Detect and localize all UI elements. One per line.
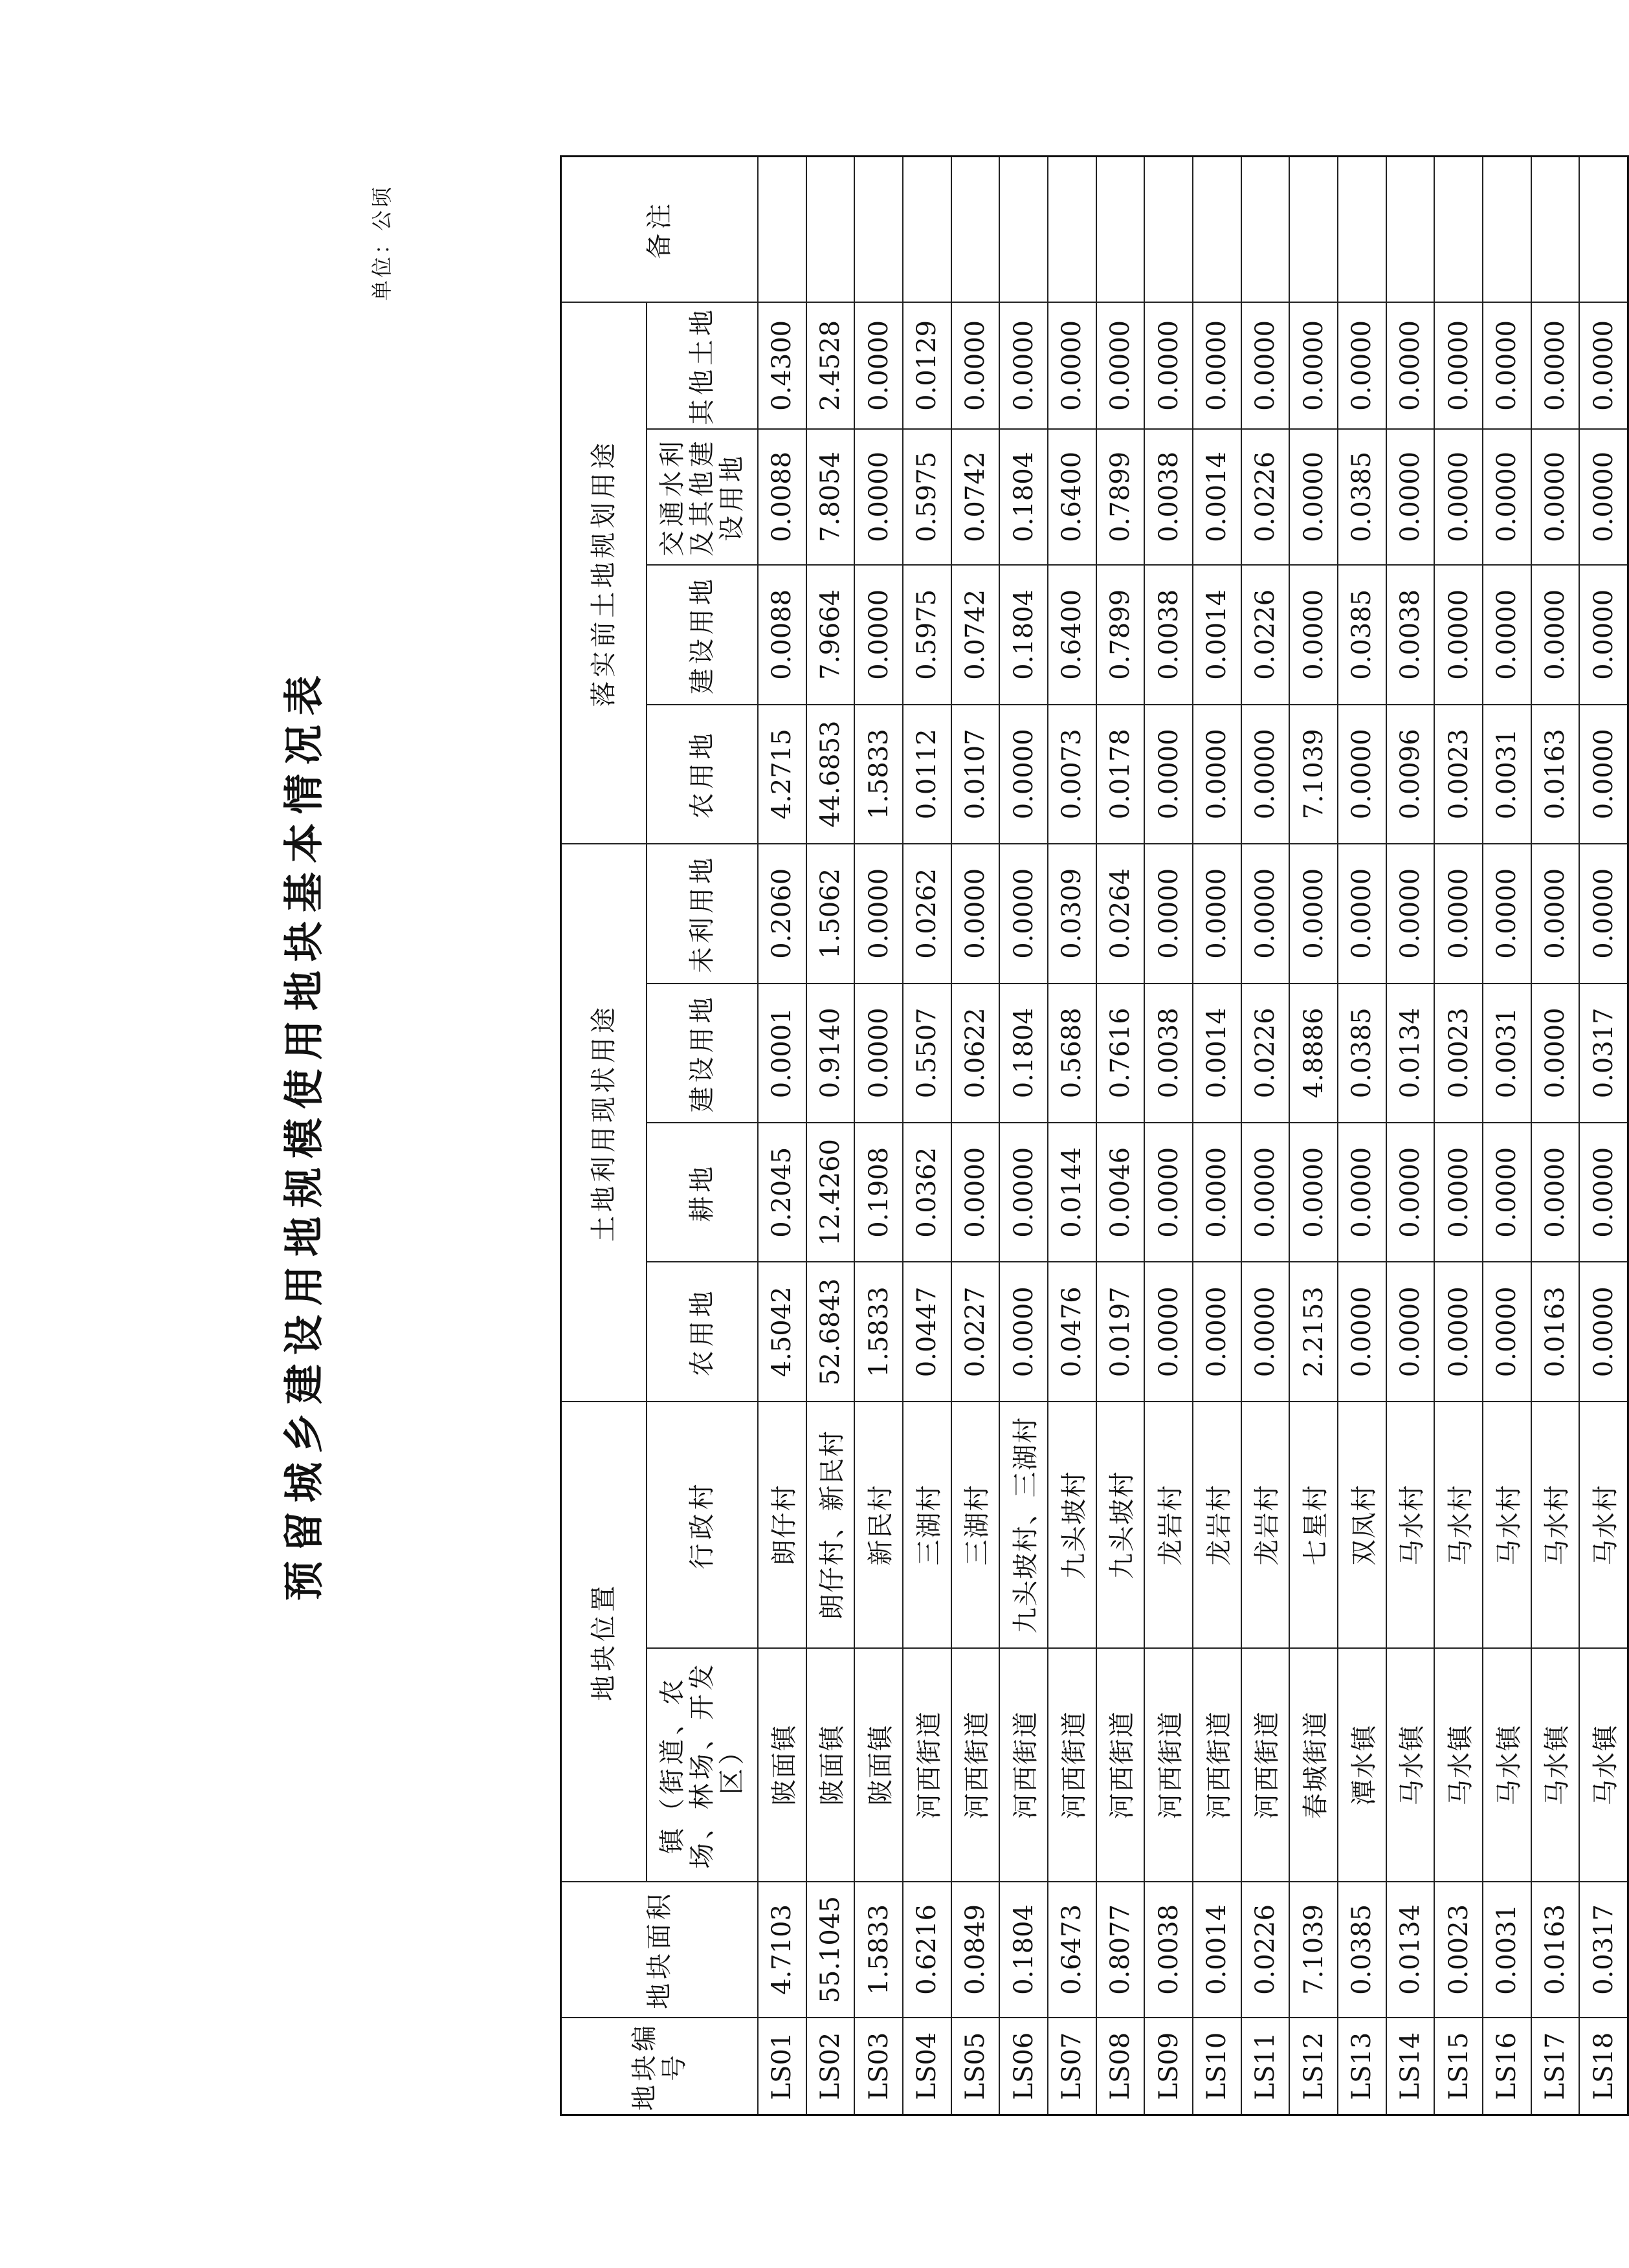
- cell-agri: 1.5833: [854, 1262, 903, 1401]
- cell-unused: 0.2060: [758, 844, 806, 983]
- cell-remark: [1048, 157, 1096, 303]
- table-row: [1096, 157, 1145, 2115]
- cell-p-agri: 0.0178: [1096, 705, 1145, 844]
- table-row: [1193, 157, 1241, 2115]
- cell-p-transport: 0.0000: [1434, 429, 1483, 565]
- header-village: 行政村: [647, 1402, 758, 1648]
- cell-unused: 1.5062: [806, 844, 855, 983]
- cell-village: 九头坡村: [1048, 1402, 1096, 1648]
- cell-remark: [1338, 157, 1386, 303]
- cell-id: LS12: [1289, 2018, 1338, 2115]
- cell-p-construction: 0.0000: [1289, 565, 1338, 704]
- header-location-group: 地块位置: [561, 1402, 647, 1882]
- cell-id: LS01: [758, 2018, 806, 2115]
- cell-arable: 0.0000: [1386, 1123, 1435, 1262]
- cell-p-agri: 0.0000: [1193, 705, 1241, 844]
- cell-construction: 0.0038: [1144, 984, 1193, 1123]
- cell-id: LS18: [1579, 2018, 1628, 2115]
- cell-construction: 0.0000: [854, 984, 903, 1123]
- cell-construction: 4.8886: [1289, 984, 1338, 1123]
- cell-remark: [1193, 157, 1241, 303]
- cell-town: 河西街道: [1048, 1648, 1096, 1882]
- cell-remark: [806, 157, 855, 303]
- cell-p-construction: 7.9664: [806, 565, 855, 704]
- cell-remark: [903, 157, 951, 303]
- table-row: [758, 157, 806, 2115]
- cell-agri: 0.0000: [1483, 1262, 1531, 1401]
- cell-p-agri: 0.0023: [1434, 705, 1483, 844]
- cell-town: 河西街道: [951, 1648, 1000, 1882]
- cell-village: 三湖村: [951, 1402, 1000, 1648]
- cell-arable: 0.0144: [1048, 1123, 1096, 1262]
- cell-area: 0.0023: [1434, 1882, 1483, 2018]
- cell-area: 0.0849: [951, 1882, 1000, 2018]
- cell-arable: 12.4260: [806, 1123, 855, 1262]
- table-row: [1241, 157, 1290, 2115]
- unit-label: 单位：公顷: [370, 184, 394, 302]
- table-row: [1144, 157, 1193, 2115]
- cell-village: 新民村: [854, 1402, 903, 1648]
- cell-p-transport: 0.1804: [999, 429, 1048, 565]
- cell-agri: 4.5042: [758, 1262, 806, 1401]
- cell-unused: 0.0000: [1483, 844, 1531, 983]
- cell-id: LS03: [854, 2018, 903, 2115]
- cell-town: 河西街道: [903, 1648, 951, 1882]
- table-row: [1579, 157, 1628, 2115]
- cell-village: 马水村: [1483, 1402, 1531, 1648]
- cell-construction: 0.0226: [1241, 984, 1290, 1123]
- cell-remark: [1579, 157, 1628, 303]
- header-parcel-id: 地块编号: [561, 2018, 759, 2115]
- cell-p-other: 0.0000: [1338, 302, 1386, 428]
- cell-construction: 0.0001: [758, 984, 806, 1123]
- cell-town: 河西街道: [1096, 1648, 1145, 1882]
- header-parcel-area: 地块面积: [561, 1882, 759, 2018]
- cell-town: 河西街道: [1193, 1648, 1241, 1882]
- cell-village: 九头坡村、三湖村: [999, 1402, 1048, 1648]
- cell-id: LS04: [903, 2018, 951, 2115]
- cell-arable: 0.0000: [1483, 1123, 1531, 1262]
- cell-p-other: 0.0000: [1144, 302, 1193, 428]
- cell-town: 潭水镇: [1338, 1648, 1386, 1882]
- cell-p-agri: 4.2715: [758, 705, 806, 844]
- cell-unused: 0.0000: [999, 844, 1048, 983]
- cell-p-other: 0.0000: [1386, 302, 1435, 428]
- cell-agri: 0.0000: [1193, 1262, 1241, 1401]
- cell-area: 0.0163: [1531, 1882, 1580, 2018]
- cell-village: 九头坡村: [1096, 1402, 1145, 1648]
- cell-arable: 0.0362: [903, 1123, 951, 1262]
- cell-p-other: 0.0000: [1241, 302, 1290, 428]
- cell-arable: 0.0000: [1531, 1123, 1580, 1262]
- cell-town: 陂面镇: [806, 1648, 855, 1882]
- cell-unused: 0.0000: [1434, 844, 1483, 983]
- cell-agri: 0.0163: [1531, 1262, 1580, 1401]
- table-row: [1434, 157, 1483, 2115]
- cell-p-transport: 0.0000: [1483, 429, 1531, 565]
- cell-arable: 0.0000: [951, 1123, 1000, 1262]
- cell-area: 0.0226: [1241, 1882, 1290, 2018]
- cell-town: 河西街道: [1241, 1648, 1290, 1882]
- cell-construction: 0.0317: [1579, 984, 1628, 1123]
- cell-p-other: 0.0000: [1096, 302, 1145, 428]
- cell-unused: 0.0000: [1386, 844, 1435, 983]
- cell-area: 0.0014: [1193, 1882, 1241, 2018]
- cell-p-agri: 0.0000: [1579, 705, 1628, 844]
- cell-id: LS10: [1193, 2018, 1241, 2115]
- cell-arable: 0.0000: [1338, 1123, 1386, 1262]
- cell-remark: [1386, 157, 1435, 303]
- header-town: 镇（街道、农场、林场、开发区）: [647, 1648, 758, 1882]
- cell-p-agri: 0.0000: [1338, 705, 1386, 844]
- cell-village: 马水村: [1434, 1402, 1483, 1648]
- header-construction-land: 建设用地: [647, 984, 758, 1123]
- cell-agri: 52.6843: [806, 1262, 855, 1401]
- cell-p-agri: 0.0107: [951, 705, 1000, 844]
- cell-unused: 0.0000: [1193, 844, 1241, 983]
- cell-construction: 0.0622: [951, 984, 1000, 1123]
- cell-area: 0.0031: [1483, 1882, 1531, 2018]
- cell-town: 马水镇: [1483, 1648, 1531, 1882]
- cell-p-other: 0.0000: [854, 302, 903, 428]
- cell-area: 0.0134: [1386, 1882, 1435, 2018]
- cell-p-other: 0.0000: [1289, 302, 1338, 428]
- cell-p-agri: 0.0112: [903, 705, 951, 844]
- cell-p-other: 0.0000: [1579, 302, 1628, 428]
- cell-p-other: 0.0000: [1193, 302, 1241, 428]
- cell-p-construction: 0.0000: [1434, 565, 1483, 704]
- cell-id: LS11: [1241, 2018, 1290, 2115]
- header-planned-agri-land: 农用地: [647, 705, 758, 844]
- cell-agri: 0.0000: [1241, 1262, 1290, 1401]
- cell-unused: 0.0000: [1144, 844, 1193, 983]
- cell-p-agri: 1.5833: [854, 705, 903, 844]
- cell-construction: 0.1804: [999, 984, 1048, 1123]
- cell-p-transport: 0.0000: [1386, 429, 1435, 565]
- land-parcel-table: [560, 155, 1629, 2116]
- table-row: [1531, 157, 1580, 2115]
- cell-remark: [951, 157, 1000, 303]
- cell-agri: 0.0227: [951, 1262, 1000, 1401]
- cell-arable: 0.0000: [1193, 1123, 1241, 1262]
- table-row: [951, 157, 1000, 2115]
- table-row: [1048, 157, 1096, 2115]
- cell-agri: 0.0000: [1386, 1262, 1435, 1401]
- cell-town: 马水镇: [1386, 1648, 1435, 1882]
- cell-remark: [1289, 157, 1338, 303]
- cell-agri: 0.0000: [1338, 1262, 1386, 1401]
- cell-town: 马水镇: [1434, 1648, 1483, 1882]
- header-agri-land: 农用地: [647, 1262, 758, 1401]
- cell-construction: 0.0000: [1531, 984, 1580, 1123]
- cell-arable: 0.0000: [1579, 1123, 1628, 1262]
- cell-agri: 0.0000: [1434, 1262, 1483, 1401]
- cell-area: 7.1039: [1289, 1882, 1338, 2018]
- cell-remark: [1096, 157, 1145, 303]
- cell-arable: 0.0000: [1241, 1123, 1290, 1262]
- cell-p-construction: 0.0000: [1531, 565, 1580, 704]
- header-unused-land: 未利用地: [647, 844, 758, 983]
- cell-p-transport: 0.0226: [1241, 429, 1290, 565]
- cell-arable: 0.0000: [1434, 1123, 1483, 1262]
- cell-town: 河西街道: [1144, 1648, 1193, 1882]
- cell-remark: [1144, 157, 1193, 303]
- table-row: [999, 157, 1048, 2115]
- cell-id: LS06: [999, 2018, 1048, 2115]
- table-row: [806, 157, 855, 2115]
- cell-town: 马水镇: [1531, 1648, 1580, 1882]
- cell-arable: 0.1908: [854, 1123, 903, 1262]
- header-remark: 备注: [561, 157, 759, 303]
- cell-construction: 0.0385: [1338, 984, 1386, 1123]
- cell-p-agri: 0.0000: [999, 705, 1048, 844]
- cell-arable: 0.0000: [1144, 1123, 1193, 1262]
- cell-arable: 0.0046: [1096, 1123, 1145, 1262]
- cell-construction: 0.5688: [1048, 984, 1096, 1123]
- cell-unused: 0.0000: [951, 844, 1000, 983]
- cell-town: 陂面镇: [758, 1648, 806, 1882]
- cell-area: 0.8077: [1096, 1882, 1145, 2018]
- cell-id: LS07: [1048, 2018, 1096, 2115]
- table-row: [1338, 157, 1386, 2115]
- cell-arable: 0.0000: [999, 1123, 1048, 1262]
- cell-p-construction: 0.0000: [1579, 565, 1628, 704]
- cell-village: 三湖村: [903, 1402, 951, 1648]
- cell-p-transport: 0.7899: [1096, 429, 1145, 565]
- header-current-use-group: 土地利用现状用途: [561, 844, 647, 1402]
- cell-village: 朗仔村、新民村: [806, 1402, 855, 1648]
- cell-village: 双凤村: [1338, 1402, 1386, 1648]
- cell-area: 0.0385: [1338, 1882, 1386, 2018]
- cell-id: LS15: [1434, 2018, 1483, 2115]
- cell-p-construction: 0.0014: [1193, 565, 1241, 704]
- cell-p-other: 0.4300: [758, 302, 806, 428]
- cell-unused: 0.0000: [1241, 844, 1290, 983]
- cell-p-construction: 0.6400: [1048, 565, 1096, 704]
- header-planned-construction-land: 建设用地: [647, 565, 758, 704]
- cell-construction: 0.7616: [1096, 984, 1145, 1123]
- table-row: [1289, 157, 1338, 2115]
- cell-remark: [854, 157, 903, 303]
- cell-p-construction: 0.5975: [903, 565, 951, 704]
- cell-p-transport: 0.0000: [1289, 429, 1338, 565]
- cell-p-agri: 0.0000: [1144, 705, 1193, 844]
- cell-p-construction: 0.0038: [1386, 565, 1435, 704]
- cell-construction: 0.0014: [1193, 984, 1241, 1123]
- cell-p-other: 2.4528: [806, 302, 855, 428]
- table-rotation-wrapper: [560, 155, 1621, 2116]
- cell-p-other: 0.0000: [1048, 302, 1096, 428]
- cell-p-construction: 0.7899: [1096, 565, 1145, 704]
- cell-p-transport: 0.0000: [1531, 429, 1580, 565]
- cell-p-transport: 7.8054: [806, 429, 855, 565]
- cell-town: 陂面镇: [854, 1648, 903, 1882]
- cell-p-other: 0.0000: [1434, 302, 1483, 428]
- cell-id: LS16: [1483, 2018, 1531, 2115]
- cell-remark: [1483, 157, 1531, 303]
- cell-area: 0.6216: [903, 1882, 951, 2018]
- cell-p-construction: 0.0000: [854, 565, 903, 704]
- cell-area: 0.0038: [1144, 1882, 1193, 2018]
- cell-remark: [758, 157, 806, 303]
- cell-remark: [1241, 157, 1290, 303]
- cell-p-construction: 0.0000: [1483, 565, 1531, 704]
- cell-p-transport: 0.0385: [1338, 429, 1386, 565]
- cell-unused: 0.0000: [854, 844, 903, 983]
- cell-id: LS13: [1338, 2018, 1386, 2115]
- cell-p-other: 0.0000: [999, 302, 1048, 428]
- cell-village: 马水村: [1386, 1402, 1435, 1648]
- cell-p-agri: 0.0163: [1531, 705, 1580, 844]
- table-row: [854, 157, 903, 2115]
- cell-agri: 0.0000: [1579, 1262, 1628, 1401]
- cell-town: 春城街道: [1289, 1648, 1338, 1882]
- cell-id: LS14: [1386, 2018, 1435, 2115]
- cell-agri: 2.2153: [1289, 1262, 1338, 1401]
- cell-unused: 0.0000: [1338, 844, 1386, 983]
- cell-unused: 0.0262: [903, 844, 951, 983]
- cell-p-agri: 0.0096: [1386, 705, 1435, 844]
- cell-p-other: 0.0000: [1483, 302, 1531, 428]
- cell-area: 1.5833: [854, 1882, 903, 2018]
- cell-village: 龙岩村: [1241, 1402, 1290, 1648]
- cell-construction: 0.9140: [806, 984, 855, 1123]
- cell-p-construction: 0.1804: [999, 565, 1048, 704]
- cell-p-transport: 0.0000: [854, 429, 903, 565]
- cell-village: 马水村: [1531, 1402, 1580, 1648]
- cell-id: LS17: [1531, 2018, 1580, 2115]
- cell-p-agri: 0.0000: [1241, 705, 1290, 844]
- cell-construction: 0.0031: [1483, 984, 1531, 1123]
- cell-unused: 0.0309: [1048, 844, 1096, 983]
- cell-p-other: 0.0000: [1531, 302, 1580, 428]
- cell-id: LS08: [1096, 2018, 1145, 2115]
- cell-agri: 0.0476: [1048, 1262, 1096, 1401]
- cell-remark: [999, 157, 1048, 303]
- cell-village: 朗仔村: [758, 1402, 806, 1648]
- cell-village: 龙岩村: [1193, 1402, 1241, 1648]
- table-row: [1386, 157, 1435, 2115]
- cell-p-transport: 0.0742: [951, 429, 1000, 565]
- cell-p-other: 0.0000: [951, 302, 1000, 428]
- cell-p-agri: 0.0073: [1048, 705, 1096, 844]
- cell-p-agri: 44.6853: [806, 705, 855, 844]
- table-row: [1483, 157, 1531, 2115]
- header-arable-land: 耕地: [647, 1123, 758, 1262]
- cell-area: 0.0317: [1579, 1882, 1628, 2018]
- cell-unused: 0.0000: [1531, 844, 1580, 983]
- cell-unused: 0.0264: [1096, 844, 1145, 983]
- cell-village: 七星村: [1289, 1402, 1338, 1648]
- cell-p-agri: 0.0031: [1483, 705, 1531, 844]
- cell-agri: 0.0447: [903, 1262, 951, 1401]
- cell-p-agri: 7.1039: [1289, 705, 1338, 844]
- cell-construction: 0.0023: [1434, 984, 1483, 1123]
- document-title: 预留城乡建设用地规模使用地块基本情况表: [280, 666, 327, 1602]
- cell-p-transport: 0.0088: [758, 429, 806, 565]
- header-planned-use-group: 落实前土地规划用途: [561, 302, 647, 844]
- cell-p-construction: 0.0088: [758, 565, 806, 704]
- cell-unused: 0.0000: [1289, 844, 1338, 983]
- cell-id: LS09: [1144, 2018, 1193, 2115]
- cell-p-other: 0.0129: [903, 302, 951, 428]
- cell-p-transport: 0.0014: [1193, 429, 1241, 565]
- cell-remark: [1531, 157, 1580, 303]
- cell-town: 河西街道: [999, 1648, 1048, 1882]
- cell-area: 4.7103: [758, 1882, 806, 2018]
- cell-id: LS02: [806, 2018, 855, 2115]
- cell-p-construction: 0.0385: [1338, 565, 1386, 704]
- cell-village: 马水村: [1579, 1402, 1628, 1648]
- cell-p-transport: 0.5975: [903, 429, 951, 565]
- cell-agri: 0.0000: [1144, 1262, 1193, 1401]
- cell-agri: 0.0197: [1096, 1262, 1145, 1401]
- cell-remark: [1434, 157, 1483, 303]
- cell-arable: 0.0000: [1289, 1123, 1338, 1262]
- cell-area: 0.1804: [999, 1882, 1048, 2018]
- table-body: [758, 157, 1628, 2115]
- cell-area: 0.6473: [1048, 1882, 1096, 2018]
- cell-p-transport: 0.0038: [1144, 429, 1193, 565]
- table-row: [903, 157, 951, 2115]
- cell-agri: 0.0000: [999, 1262, 1048, 1401]
- cell-p-transport: 0.6400: [1048, 429, 1096, 565]
- cell-p-construction: 0.0226: [1241, 565, 1290, 704]
- cell-village: 龙岩村: [1144, 1402, 1193, 1648]
- cell-arable: 0.2045: [758, 1123, 806, 1262]
- cell-id: LS05: [951, 2018, 1000, 2115]
- cell-p-construction: 0.0742: [951, 565, 1000, 704]
- header-planned-other-land: 其他土地: [647, 302, 758, 428]
- cell-p-construction: 0.0038: [1144, 565, 1193, 704]
- cell-construction: 0.0134: [1386, 984, 1435, 1123]
- header-planned-transport-land: 交通水利及其他建设用地: [647, 429, 758, 565]
- cell-p-transport: 0.0000: [1579, 429, 1628, 565]
- cell-town: 马水镇: [1579, 1648, 1628, 1882]
- cell-construction: 0.5507: [903, 984, 951, 1123]
- cell-area: 55.1045: [806, 1882, 855, 2018]
- cell-unused: 0.0000: [1579, 844, 1628, 983]
